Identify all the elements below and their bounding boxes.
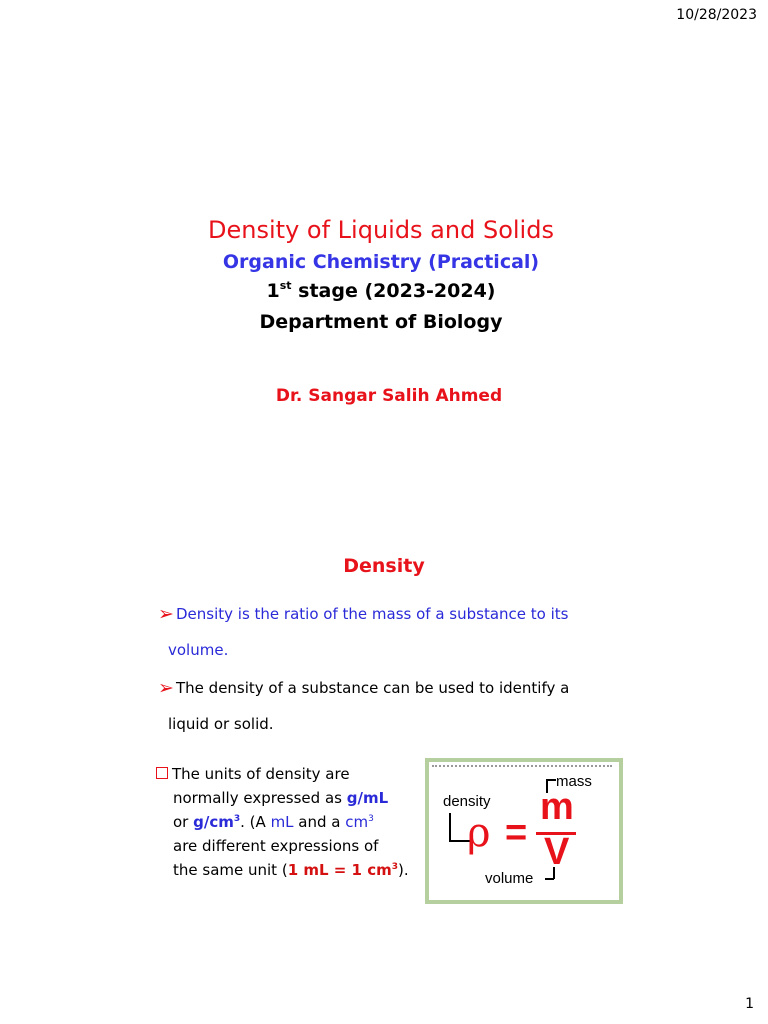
department: Department of Biology xyxy=(259,311,503,333)
units-text-4: . (A xyxy=(240,813,271,831)
units-line-2 xyxy=(156,786,413,810)
units-text-5: and a xyxy=(293,813,346,831)
units-line-3 xyxy=(156,810,413,834)
arrow-bullet-icon: ➢ xyxy=(158,677,174,699)
density-formula-box xyxy=(425,758,623,904)
units-text-2: normally expressed as xyxy=(173,789,347,807)
unit-cm: cm xyxy=(345,813,369,831)
unit-g-per-cm: g/cm xyxy=(193,813,234,831)
volume-symbol: V xyxy=(544,831,570,873)
unit-g-per-ml: g/mL xyxy=(346,789,389,807)
stage-year: stage (2023-2024) xyxy=(291,280,496,302)
units-text-8: ). xyxy=(398,861,409,879)
square-bullet-icon xyxy=(156,767,168,779)
volume-label: volume xyxy=(485,870,534,887)
units-text-3: or xyxy=(173,813,194,831)
dotted-border xyxy=(432,765,612,770)
bullet-1-line-1: Density is the ratio of the mass of a substance to its xyxy=(176,605,569,623)
equals-sign: = xyxy=(505,812,528,854)
density-label: density xyxy=(443,793,491,810)
superscript-3: 3 xyxy=(233,814,241,824)
superscript-3: 3 xyxy=(391,862,398,872)
bullet-2-line-1: The density of a substance can be used to identify a xyxy=(176,679,570,697)
stage-number: 1 xyxy=(266,280,280,302)
title-block xyxy=(0,212,762,338)
units-paragraph xyxy=(156,762,413,882)
course-subtitle: Organic Chemistry (Practical) xyxy=(222,251,540,273)
density-connector-vertical xyxy=(449,813,451,840)
slide-date: 10/28/2023 xyxy=(676,7,757,23)
bullet-definition xyxy=(158,596,626,668)
arrow-bullet-icon: ➢ xyxy=(158,603,174,625)
section-title: Density xyxy=(343,555,425,577)
bullet-1-line-2: volume. xyxy=(168,641,229,659)
mass-connector-horizontal xyxy=(546,779,556,781)
units-text-7: the same unit ( xyxy=(173,861,288,879)
unit-g-per-cm3 xyxy=(193,813,240,831)
mass-label: mass xyxy=(556,773,592,790)
equivalence-text: 1 mL = 1 cm xyxy=(287,861,392,879)
units-line-5 xyxy=(156,858,413,882)
units-line-4: are different expressions of xyxy=(173,837,379,855)
page-title: Density of Liquids and Solids xyxy=(208,216,554,244)
stage-ordinal: st xyxy=(279,279,292,292)
stage-line xyxy=(0,276,762,307)
mass-symbol: m xyxy=(540,786,574,828)
page-number: 1 xyxy=(745,996,754,1012)
units-text-1: The units of density are xyxy=(172,765,350,783)
superscript-3: 3 xyxy=(368,814,374,824)
author-name: Dr. Sangar Salih Ahmed xyxy=(275,386,503,406)
unit-equivalence xyxy=(288,861,398,879)
unit-cm3 xyxy=(345,813,374,831)
unit-ml: mL xyxy=(270,813,294,831)
bullet-2-line-2: liquid or solid. xyxy=(168,715,274,733)
bullet-identify xyxy=(158,670,626,742)
rho-symbol: ρ xyxy=(467,810,491,856)
